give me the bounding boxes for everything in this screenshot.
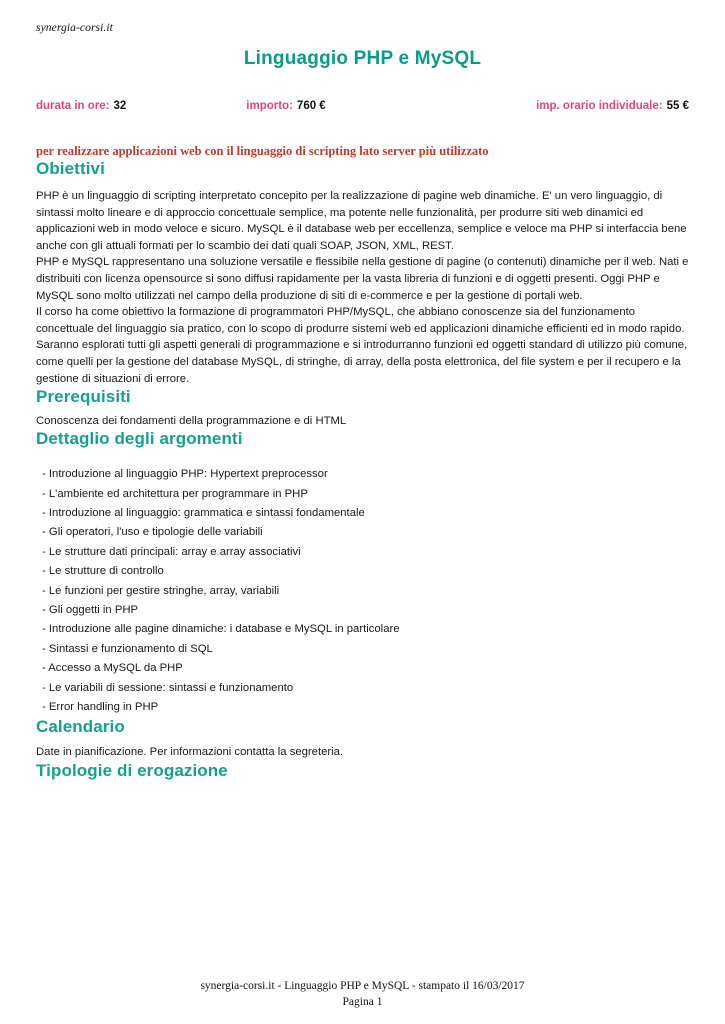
obiettivi-body [36,188,689,387]
list-item: - Le strutture di controllo [42,565,164,578]
obiettivi-paragraph: PHP è un linguaggio di scripting interpretato concepito per la realizzazione di pagine web dinamiche. E' un vero linguaggio, di sintassi molto lineare e di approccio concettuale semplice, ma potente nelle funzionalità, per produrre siti web dinamici ed applicazioni web in modo veloce e sicuro. MySQL è il database web per eccellenza, semplice e veloce ma PHP si interfaccia bene anche con gli attuali formati per lo scambio dei dati quali SOAP, JSON, XML, REST. [36,190,687,252]
list-item: - Sintassi e funzionamento di SQL [42,642,213,655]
section-heading-obiettivi: Obiettivi [36,159,105,178]
meta-durata-label: durata in ore: [36,100,110,112]
list-item: - Le funzioni per gestire stringhe, array, variabili [42,584,280,597]
calendario-text: Date in pianificazione. Per informazioni contatta la segreteria. [36,746,344,759]
course-meta-row [36,100,689,112]
meta-durata-value: 32 [113,100,127,112]
list-item: - Le variabili di sessione: sintassi e funzionamento [42,681,294,694]
obiettivi-paragraph: PHP e MySQL rappresentano una soluzione versatile e flessibile nella gestione di pagine (o contenuti) dinamiche per il web. Nati e distribuiti con licenza opensource si sono diffusi rapidamente per la vasta libreria di funzioni e di oggetti presenti. Oggi PHP e MySQL sono molto utilizzati nel campo della produzione di siti di e-commerce e per la gestione di portali web. [36,256,689,302]
list-item: - Error handling in PHP [42,701,159,713]
site-watermark: synergia-corsi.it [36,22,113,34]
course-tagline: per realizzare applicazioni web con il linguaggio di scripting lato server più utilizzato [36,144,489,158]
obiettivi-paragraph: Il corso ha come obiettivo la formazione di programmatori PHP/MySQL, che abbiano conoscenze sia del funzionamento concettuale del linguaggio sia pratico, con lo scopo di produrre sistemi web ed applicazioni dinamiche efficienti ed in modo rapido. Saranno esplorati tutti gli aspetti generali di programmazione e si introdurranno funzioni ed oggetti standard di utilizzo più comune, come quelli per la gestione del database MySQL, di stringhe, di array, della posta elettronica, del file system e per il recupero e la gestione di situazioni di errore. [36,306,688,385]
footer-line: synergia-corsi.it - Linguaggio PHP e MySQL - stampato il 16/03/2017 [200,980,525,992]
meta-importo-label: importo: [246,100,293,112]
list-item: - Introduzione al linguaggio PHP: Hypertext preprocessor [42,468,328,481]
section-heading-dettaglio-argomenti: Dettaglio degli argomenti [36,429,243,449]
list-item: - Gli oggetti in PHP [42,603,139,616]
topic-list [36,465,689,717]
prerequisiti-text: Conoscenza dei fondamenti della programmazione e di HTML [36,415,347,428]
section-heading-tipologie-erogazione: Tipologie di erogazione [36,761,228,780]
list-item: - L'ambiente ed architettura per programmare in PHP [42,487,308,500]
list-item: - Introduzione al linguaggio: grammatica e sintassi fondamentale [42,506,365,519]
section-heading-prerequisiti: Prerequisiti [36,387,131,407]
section-heading-calendario: Calendario [36,717,125,737]
meta-durata [36,100,126,112]
meta-orario-label: imp. orario individuale: [536,100,663,112]
meta-orario-value: 55 € [666,100,689,112]
footer-page-number: Pagina 1 [342,996,383,1008]
list-item: - Accesso a MySQL da PHP [42,662,183,675]
meta-orario-individuale [536,100,689,112]
meta-importo-value: 760 € [296,100,326,112]
page-title: Linguaggio PHP e MySQL [243,48,482,69]
page-footer [0,980,725,1008]
list-item: - Introduzione alle pagine dinamiche: i database e MySQL in particolare [42,623,400,636]
list-item: - Gli operatori, l'uso e tipologie delle variabili [42,526,263,539]
list-item: - Le strutture dati principali: array e array associativi [42,545,301,558]
meta-importo [246,100,325,112]
